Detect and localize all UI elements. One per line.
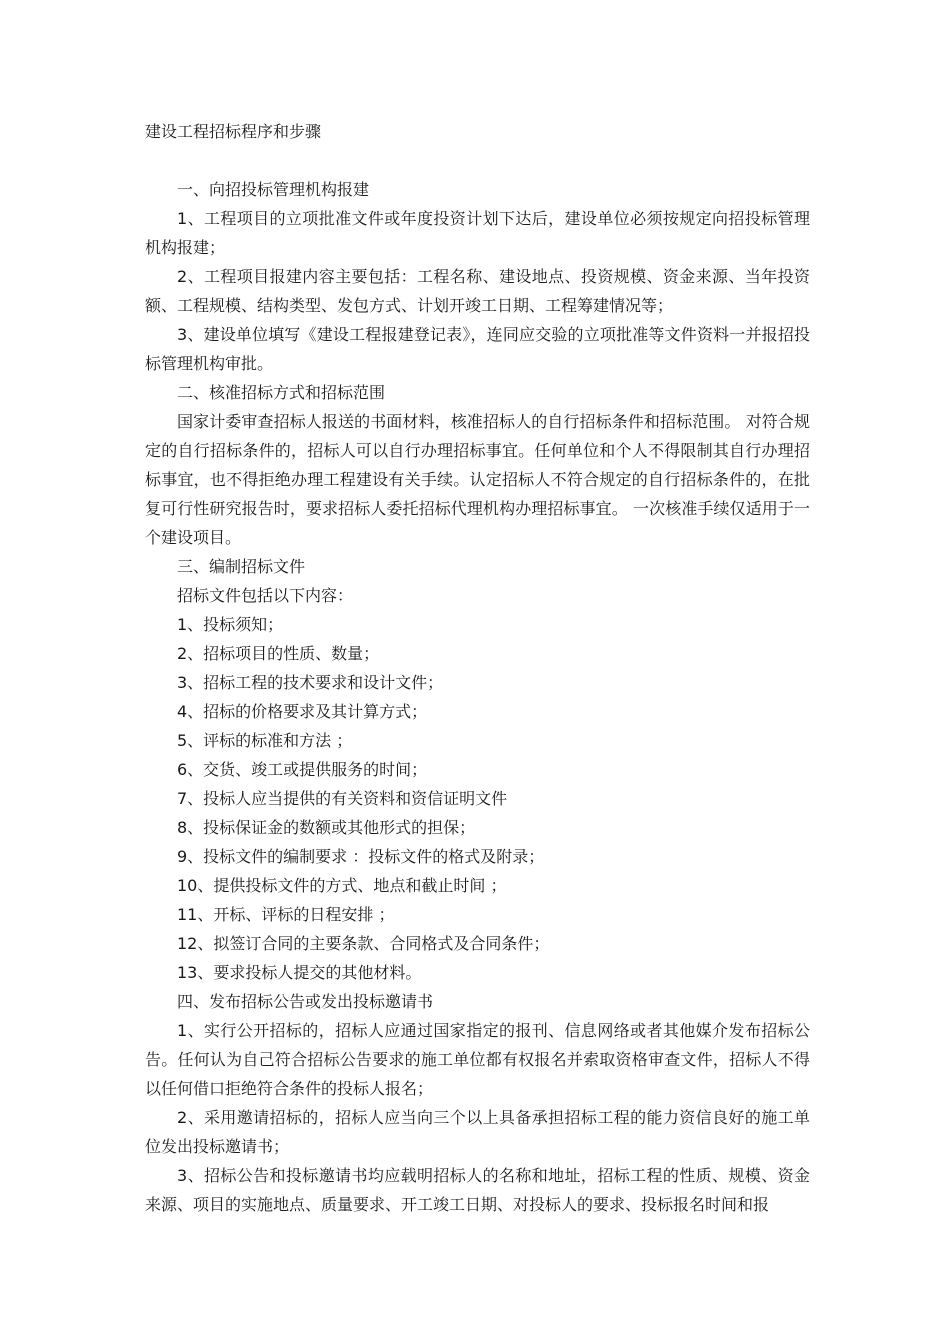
section-heading-1: 一、向招投标管理机构报建 — [177, 180, 370, 199]
section-heading-2: 二、核准招标方式和招标范围 — [177, 383, 386, 402]
paragraph: 2、采用邀请招标的，招标人应当向三个以上具备承担招标工程的能力资信良好的施工单位发出投标邀请书； — [145, 1108, 810, 1156]
section-heading-4: 四、发布招标公告或发出投标邀请书 — [177, 992, 434, 1011]
list-item: 5、评标的标准和方法 ； — [177, 731, 353, 750]
list-item: 9、投标文件的编制要求 ：投标文件的格式及附录； — [177, 847, 545, 866]
list-item: 8、投标保证金的数额或其他形式的担保； — [177, 818, 476, 837]
paragraph: 2、工程项目报建内容主要包括：工程名称、建设地点、投资规模、资金来源、当年投资额、工程规模、结构类型、发包方式、计划开竣工日期、工程筹建情况等； — [145, 267, 810, 315]
section-heading-3: 三、编制招标文件 — [177, 557, 306, 576]
paragraph: 3、招标公告和投标邀请书均应载明招标人的名称和地址，招标工程的性质、规模、资金来源、项目的实施地点、质量要求、开工竣工日期、对投标人的要求、投标报名时间和报 — [145, 1166, 810, 1214]
list-item: 3、招标工程的技术要求和设计文件； — [177, 673, 444, 692]
list-item: 6、交货、竣工或提供服务的时间； — [177, 760, 428, 779]
list-item: 11、开标、评标的日程安排 ； — [177, 905, 395, 924]
list-item: 7、投标人应当提供的有关资料和资信证明文件 — [177, 789, 508, 808]
paragraph: 1、工程项目的立项批准文件或年度投资计划下达后，建设单位必须按规定向招投标管理机构报建； — [145, 209, 810, 257]
list-item: 2、招标项目的性质、数量； — [177, 644, 380, 663]
paragraph: 国家计委审查招标人报送的书面材料，核准招标人的自行招标条件和招标范围。 对符合规定的自行招标条件的，招标人可以自行办理招标事宜。任何单位和个人不得限制其自行办理招标事宜，也不得拒绝办理工程建设有关手续。认定招标人不符合规定的自行招标条件的，在批复可行性研究报告时，要求招标人委托招标代理机构办理招标事宜。 一次核准手续仅适用于一个建设项目。 — [145, 412, 810, 547]
paragraph: 1、实行公开招标的，招标人应通过国家指定的报刊、信息网络或者其他媒介发布招标公告。任何认为自己符合招标公告要求的施工单位都有权报名并索取资格审查文件，招标人不得以任何借口拒绝符合条件的投标人报名； — [145, 1021, 810, 1098]
list-item: 13、要求投标人提交的其他材料。 — [177, 963, 422, 982]
paragraph: 招标文件包括以下内容： — [177, 586, 354, 605]
paragraph: 3、建设单位填写《建设工程报建登记表》，连同应交验的立项批准等文件资料一并报招投标管理机构审批。 — [145, 325, 810, 373]
document-title: 建设工程招标程序和步骤 — [145, 122, 322, 141]
list-item: 12、拟签订合同的主要条款、合同格式及合同条件； — [177, 934, 550, 953]
list-item: 10、提供投标文件的方式、地点和截止时间 ； — [177, 876, 507, 895]
list-item: 4、招标的价格要求及其计算方式； — [177, 702, 428, 721]
list-item: 1、投标须知； — [177, 615, 284, 634]
document-body — [145, 175, 810, 1219]
